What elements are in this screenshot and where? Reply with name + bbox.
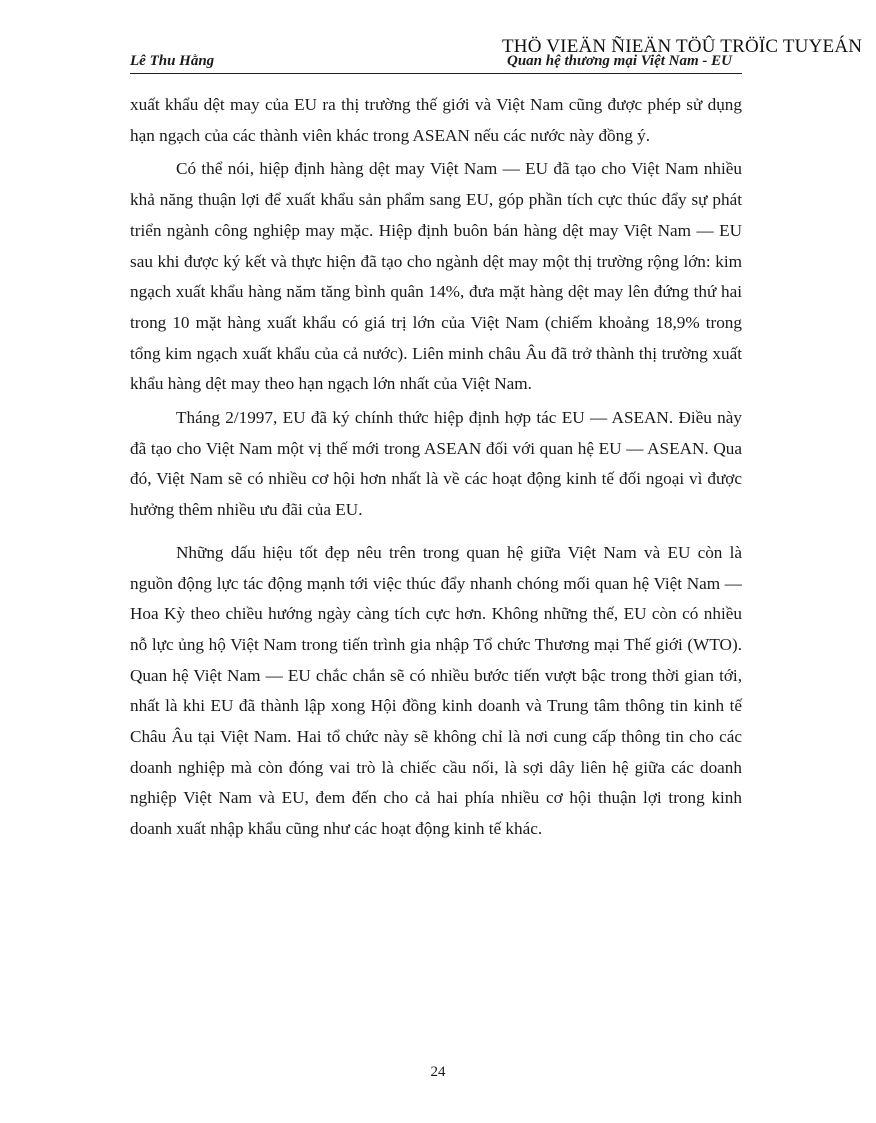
watermark-text: THÖ VIEÄN ÑIEÄN TÖÛ TRÖÏC TUYEÁN — [502, 36, 863, 57]
paragraph: Những dấu hiệu tốt đẹp nêu trên trong quan hệ giữa Việt Nam và EU còn là nguồn động lực tác động mạnh tới việc thúc đẩy nhanh chóng mối quan hệ Việt Nam — Hoa Kỳ theo chiều hướng ngày càng tích cực hơn. Không những thế, EU còn có nhiều nỗ lực ủng hộ Việt Nam trong tiến trình gia nhập Tổ chức Thương mại Thế giới (WTO). Quan hệ Việt Nam — EU chắc chắn sẽ có nhiều bước tiến vượt bậc trong thời gian tới, nhất là khi EU đã thành lập xong Hội đồng kinh doanh và Trung tâm thông tin kinh tế Châu Âu tại Việt Nam. Hai tổ chức này sẽ không chỉ là nơi cung cấp thông tin cho các doanh nghiệp mà còn đóng vai trò là chiếc cầu nối, là sợi dây liên hệ giữa các doanh nghiệp Việt Nam và EU, đem đến cho cả hai phía nhiều cơ hội thuận lợi trong kinh doanh xuất nhập khẩu cũng như các hoạt động kinh tế khác. — [130, 542, 742, 839]
paragraph: Tháng 2/1997, EU đã ký chính thức hiệp định hợp tác EU — ASEAN. Điều này đã tạo cho Việt Nam một vị thế mới trong ASEAN đối với quan hệ EU — ASEAN. Qua đó, Việt Nam sẽ có nhiều cơ hội hơn nhất là về các hoạt động kinh tế đối ngoại vì được hưởng thêm nhiều ưu đãi của EU. — [130, 408, 742, 520]
running-header — [130, 53, 742, 74]
page-number: 24 — [430, 1064, 446, 1080]
body-text — [130, 90, 742, 845]
paragraph-continuation: xuất khẩu dệt may của EU ra thị trường thế giới và Việt Nam cũng được phép sử dụng hạn ngạch của các thành viên khác trong ASEAN nếu các nước này đồng ý. — [130, 95, 742, 145]
header-title: Quan hệ thương mại Việt Nam - EU — [507, 53, 732, 69]
header-author: Lê Thu Hằng — [130, 53, 215, 69]
paragraph: Có thể nói, hiệp định hàng dệt may Việt Nam — EU đã tạo cho Việt Nam nhiều khả năng thuận lợi để xuất khẩu sản phẩm sang EU, góp phần tích cực thúc đẩy sự phát triển ngành công nghiệp may mặc. Hiệp định buôn bán hàng dệt may Việt Nam — EU sau khi được ký kết và thực hiện đã tạo cho ngành dệt may một thị trường rộng lớn: kim ngạch xuất khẩu hàng năm tăng bình quân 14%, đưa mặt hàng dệt may lên đứng thứ hai trong 10 mặt hàng xuất khẩu có giá trị lớn của Việt Nam (chiếm khoảng 18,9% trong tổng kim ngạch xuất khẩu của cả nước). Liên minh châu Âu đã trở thành thị trường xuất khẩu hàng dệt may theo hạn ngạch lớn nhất của Việt Nam. — [130, 159, 742, 394]
